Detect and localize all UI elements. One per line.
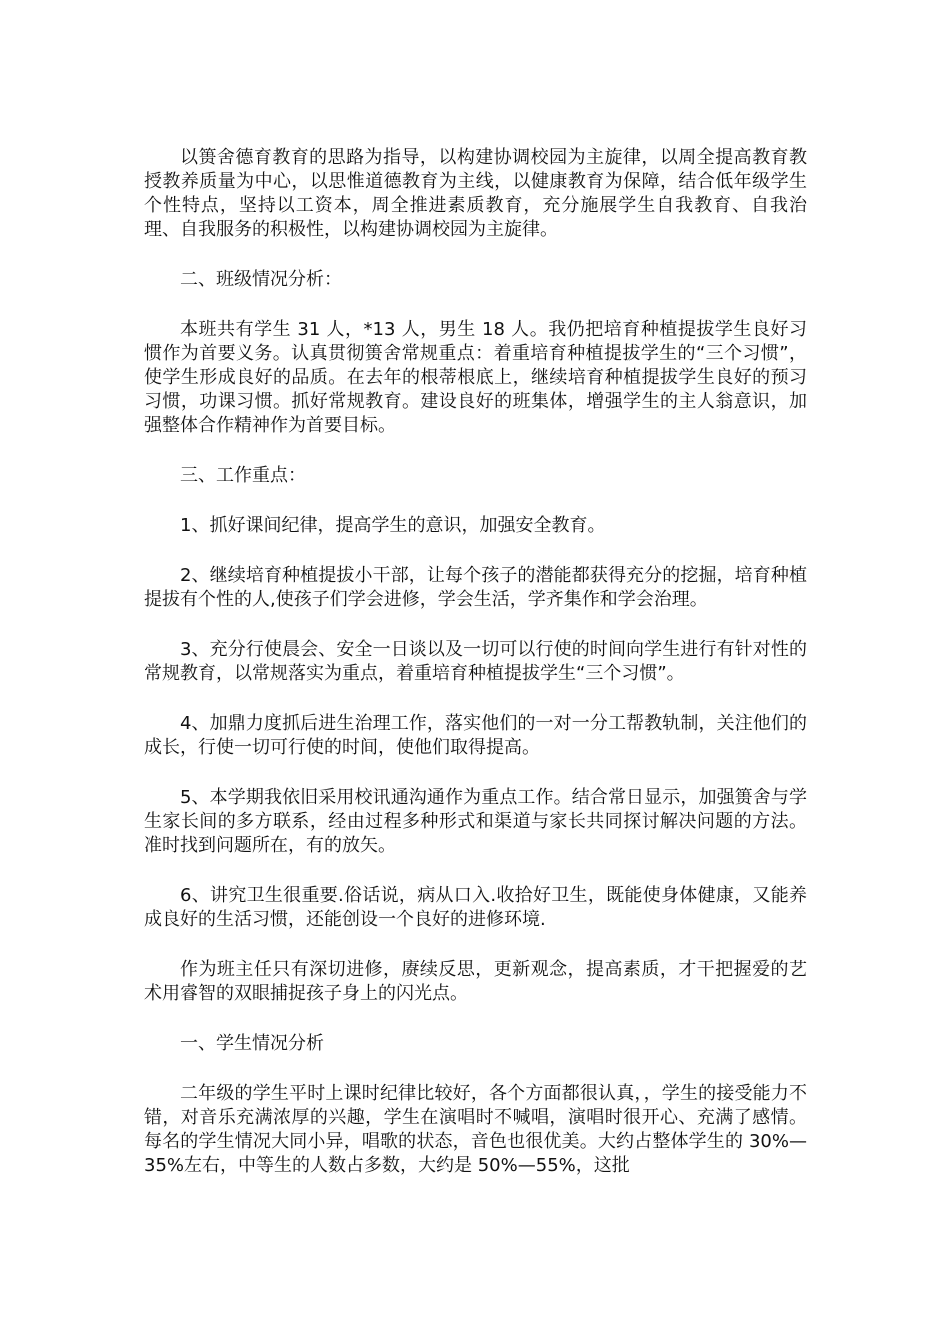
paragraph-focus-2: 2、继续培育种植提拔小干部，让每个孩子的潜能都获得充分的挖掘，培育种植提拔有个性的人,使孩子们学会进修，学会生活，学齐集作和学会治理。 (144, 565, 807, 610)
paragraph-focus-4: 4、加鼎力度抓后进生治理工作，落实他们的一对一分工帮教轨制，关注他们的成长，行使一切可行使的时间，使他们取得提高。 (144, 713, 807, 758)
paragraph-class-analysis: 本班共有学生 31 人，*13 人，男生 18 人。我仍把培育种植提拔学生良好习惯作为首要义务。认真贯彻篑舍常规重点：着重培育种植提拔学生的“三个习惯”，使学生形成良好的品质。在去年的根蒂根底上，继续培育种植提拔学生良好的预习习惯，功课习惯。抓好常规教育。建设良好的班集体，增强学生的主人翁意识，加强整体合作精神作为首要目标。 (144, 319, 807, 436)
paragraph-focus-3: 3、充分行使晨会、安全一日谈以及一切可以行使的时间向学生进行有针对性的常规教育，以常规落实为重点，着重培育种植提拔学生“三个习惯”。 (144, 639, 807, 684)
paragraph-focus-1: 1、抓好课间纪律，提高学生的意识，加强安全教育。 (180, 515, 606, 536)
heading-work-focus: 三、工作重点： (180, 465, 306, 486)
paragraph-conclusion: 作为班主任只有深切进修，赓续反思，更新观念，提高素质，才干把握爱的艺术用睿智的双眼捕捉孩子身上的闪光点。 (144, 959, 807, 1004)
paragraph-guiding-ideology: 以篑舍德育教育的思路为指导，以构建协调校园为主旋律，以周全提高教育教授教养质量为中心，以思惟道德教育为主线，以健康教育为保障，结合低年级学生个性特点，坚持以工资本，周全推进素质教育，充分施展学生自我教育、自我治理、自我服务的积极性，以构建协调校园为主旋律。 (144, 147, 807, 240)
heading-class-analysis: 二、班级情况分析： (180, 269, 342, 290)
document-page (144, 146, 807, 1204)
paragraph-focus-5: 5、本学期我依旧采用校讯通沟通作为重点工作。结合常日显示，加强篑舍与学生家长间的多方联系，经由过程多种形式和渠道与家长共同探讨解决问题的方法。准时找到问题所在，有的放矢。 (144, 787, 807, 856)
paragraph-student-analysis: 二年级的学生平时上课时纪律比较好，各个方面都很认真，，学生的接受能力不错，对音乐充满浓厚的兴趣，学生在演唱时不喊唱，演唱时很开心、充满了感情。每名的学生情况大同小异，唱歌的状态，音色也很优美。大约占整体学生的 30%—35%左右，中等生的人数占多数，大约是 50%—55%，这批 (144, 1083, 807, 1176)
paragraph-focus-6: 6、讲究卫生很重要.俗话说，病从口入.收拾好卫生，既能使身体健康，又能养成良好的生活习惯，还能创设一个良好的进修环境. (144, 885, 807, 930)
heading-student-analysis: 一、学生情况分析 (180, 1033, 324, 1054)
